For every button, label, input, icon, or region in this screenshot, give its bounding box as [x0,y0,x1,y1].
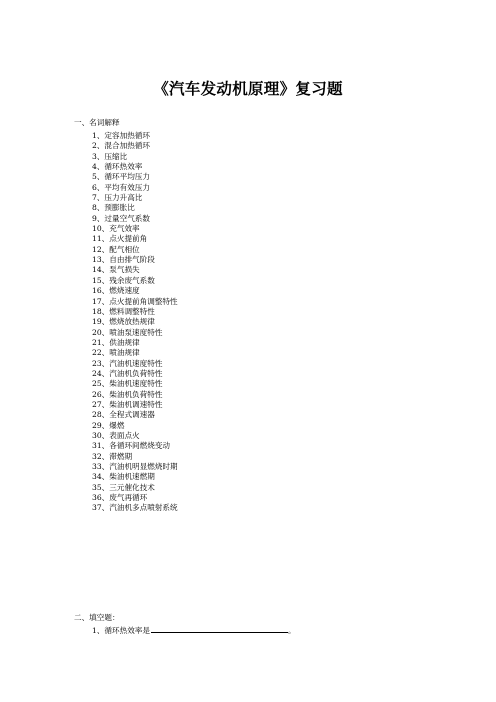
term-item: 24、汽油机负荷特性 [92,368,163,378]
term-item: 16、燃烧速度 [92,286,140,296]
term-item: 15、残余废气系数 [92,275,155,285]
term-item: 28、全程式调速器 [92,410,155,420]
term-item: 26、柴油机负荷特性 [92,389,163,399]
term-item: 3、压缩比 [92,151,128,161]
term-item: 25、柴油机速度特性 [92,379,163,389]
term-item: 20、喷油泵速度特性 [92,327,163,337]
term-item: 9、过量空气系数 [92,213,150,223]
term-item: 29、爆燃 [92,420,125,430]
term-item: 5、循环平均压力 [92,172,150,182]
term-item: 22、喷油规律 [92,348,140,358]
term-item: 33、汽油机明显燃烧时期 [92,462,178,471]
term-item: 8、预膨胀比 [92,203,135,213]
term-item: 10、充气效率 [92,224,140,234]
section-heading-terms: 一、名词解释 [74,118,120,127]
term-item: 13、自由排气阶段 [92,255,155,265]
term-item: 37、汽油机多点喷射系统 [92,503,178,513]
term-item: 19、燃烧放热规律 [92,317,155,327]
term-item: 34、柴油机速燃期 [92,472,155,482]
term-item: 7、压力升高比 [92,193,143,203]
term-item: 18、燃料调整特性 [92,306,155,316]
term-item: 17、点火提前角调整特性 [92,296,178,306]
term-item: 23、汽油机速度特性 [92,358,163,368]
term-item: 1、定容加热循环 [92,131,150,140]
question-text: 1、循环热效率是 [92,626,150,635]
term-item: 12、配气相位 [92,244,140,254]
term-item: 4、循环热效率 [92,162,143,172]
term-item: 21、供油规律 [92,337,140,347]
term-item: 31、各循环间燃烧变动 [92,441,171,451]
term-item: 36、废气再循环 [92,493,148,503]
term-item: 6、平均有效压力 [92,182,150,192]
term-item: 11、点火提前角 [92,234,148,244]
question-end-punctuation: 。 [288,626,296,635]
term-item: 35、三元催化技术 [92,482,155,492]
document-title: 《汽车发动机原理》复习题 [153,80,343,98]
term-item: 27、柴油机调速特性 [92,399,163,409]
term-list [92,131,178,514]
term-item: 30、表面点火 [92,430,140,440]
answer-blank[interactable] [151,624,288,633]
fill-in-question-1 [92,624,296,636]
section-heading-fill-in: 二、填空题： [74,613,120,622]
term-item: 14、泵气损失 [92,265,140,275]
term-item: 32、滞燃期 [92,451,133,461]
term-item: 2、混合加热循环 [92,141,150,151]
